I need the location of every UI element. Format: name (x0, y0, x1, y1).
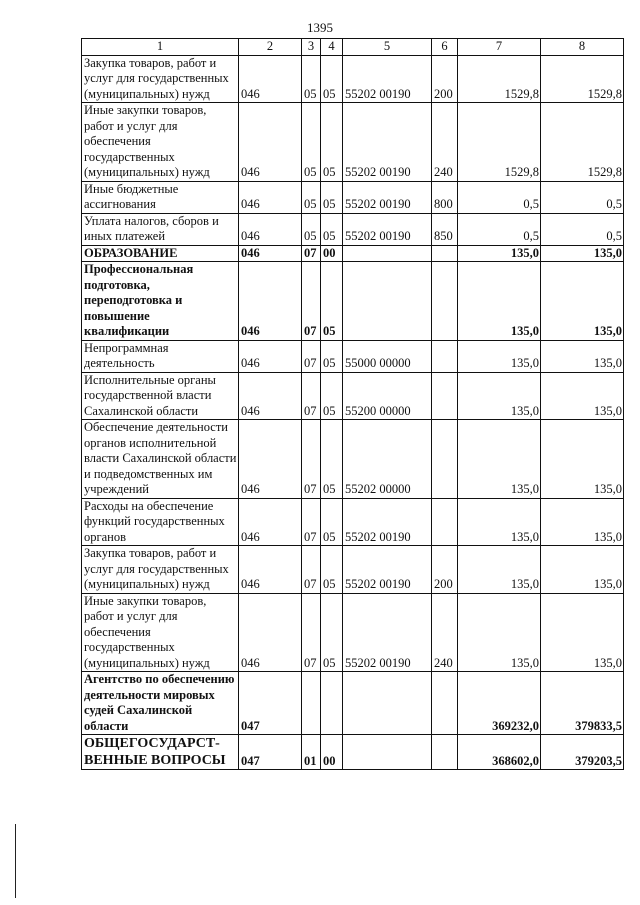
row-name-cell: Расходы на обеспечение функций государственных органов (82, 498, 239, 546)
margin-line (15, 824, 16, 898)
subsection-cell: 00 (321, 735, 343, 770)
amount-year2-cell: 0,5 (541, 181, 624, 213)
subsection-cell: 00 (321, 245, 343, 262)
header-cell-8: 8 (541, 39, 624, 56)
amount-year1-cell: 1529,8 (458, 103, 541, 182)
row-name-cell: Закупка товаров, работ и услуг для государственных (муниципальных) нужд (82, 55, 239, 103)
expense-type-cell (432, 340, 458, 372)
section-cell: 05 (302, 181, 321, 213)
expense-type-cell: 240 (432, 103, 458, 182)
expense-type-cell: 200 (432, 546, 458, 594)
row-name-cell: Агентство по обеспечению деятельности мировых судей Сахалинской области (82, 672, 239, 735)
subsection-cell: 05 (321, 55, 343, 103)
header-cell-2: 2 (239, 39, 302, 56)
row-name-cell: Иные закупки товаров, работ и услуг для обеспечения государственных (муниципальных) нужд (82, 103, 239, 182)
section-cell: 07 (302, 498, 321, 546)
chapter-code-cell: 046 (239, 103, 302, 182)
budget-table (81, 38, 624, 770)
target-article-cell (343, 672, 432, 735)
section-cell: 07 (302, 262, 321, 341)
chapter-code-cell: 046 (239, 262, 302, 341)
subsection-cell: 05 (321, 498, 343, 546)
subsection-cell: 05 (321, 372, 343, 420)
amount-year1-cell: 135,0 (458, 245, 541, 262)
section-cell (302, 672, 321, 735)
table-row (82, 372, 624, 420)
subsection-cell: 05 (321, 420, 343, 499)
chapter-code-cell: 046 (239, 181, 302, 213)
expense-type-cell (432, 372, 458, 420)
chapter-code-cell: 046 (239, 55, 302, 103)
row-name-cell: Непрограммная деятельность (82, 340, 239, 372)
amount-year1-cell: 135,0 (458, 372, 541, 420)
header-cell-5: 5 (343, 39, 432, 56)
table-row (82, 181, 624, 213)
subsection-cell: 05 (321, 340, 343, 372)
amount-year2-cell: 135,0 (541, 340, 624, 372)
target-article-cell: 55202 00190 (343, 213, 432, 245)
subsection-cell: 05 (321, 103, 343, 182)
row-name-cell: Уплата налогов, сборов и иных платежей (82, 213, 239, 245)
table-row (82, 735, 624, 770)
amount-year2-cell: 135,0 (541, 262, 624, 341)
amount-year1-cell: 369232,0 (458, 672, 541, 735)
table-row (82, 340, 624, 372)
header-cell-4: 4 (321, 39, 343, 56)
row-name-cell: ОБЩЕГОСУДАРСТ-ВЕННЫЕ ВОПРОСЫ (82, 735, 239, 770)
row-name-cell: Иные закупки товаров, работ и услуг для обеспечения государственных (муниципальных) нужд (82, 593, 239, 672)
section-cell: 07 (302, 593, 321, 672)
row-name-cell: Профессиональная подготовка, переподготовка и повышение квалификации (82, 262, 239, 341)
page-number: 1395 (307, 20, 333, 35)
subsection-cell: 05 (321, 593, 343, 672)
target-article-cell: 55202 00000 (343, 420, 432, 499)
table-body (82, 39, 624, 770)
amount-year2-cell: 135,0 (541, 372, 624, 420)
amount-year2-cell: 379833,5 (541, 672, 624, 735)
amount-year2-cell: 135,0 (541, 546, 624, 594)
table-row (82, 420, 624, 499)
amount-year1-cell: 135,0 (458, 498, 541, 546)
expense-type-cell (432, 262, 458, 341)
amount-year1-cell: 135,0 (458, 420, 541, 499)
target-article-cell: 55200 00000 (343, 372, 432, 420)
row-name-cell: Иные бюджетные ассигнования (82, 181, 239, 213)
chapter-code-cell: 047 (239, 735, 302, 770)
chapter-code-cell: 047 (239, 672, 302, 735)
section-cell: 07 (302, 340, 321, 372)
header-cell-3: 3 (302, 39, 321, 56)
header-cell-7: 7 (458, 39, 541, 56)
chapter-code-cell: 046 (239, 593, 302, 672)
chapter-code-cell: 046 (239, 546, 302, 594)
section-cell: 05 (302, 213, 321, 245)
expense-type-cell (432, 498, 458, 546)
chapter-code-cell: 046 (239, 420, 302, 499)
chapter-code-cell: 046 (239, 245, 302, 262)
table-row (82, 546, 624, 594)
expense-type-cell (432, 672, 458, 735)
expense-type-cell: 800 (432, 181, 458, 213)
subsection-cell (321, 672, 343, 735)
row-name-cell: Обеспечение деятельности органов исполнительной власти Сахалинской области и подведомственных им учреждений (82, 420, 239, 499)
table-row (82, 262, 624, 341)
header-cell-1: 1 (82, 39, 239, 56)
chapter-code-cell: 046 (239, 498, 302, 546)
amount-year1-cell: 135,0 (458, 546, 541, 594)
expense-type-cell (432, 735, 458, 770)
amount-year1-cell: 135,0 (458, 340, 541, 372)
target-article-cell: 55202 00190 (343, 55, 432, 103)
amount-year2-cell: 135,0 (541, 498, 624, 546)
target-article-cell: 55202 00190 (343, 103, 432, 182)
target-article-cell (343, 262, 432, 341)
target-article-cell: 55202 00190 (343, 546, 432, 594)
section-cell: 07 (302, 546, 321, 594)
amount-year2-cell: 135,0 (541, 420, 624, 499)
amount-year2-cell: 0,5 (541, 213, 624, 245)
amount-year1-cell: 0,5 (458, 181, 541, 213)
subsection-cell: 05 (321, 546, 343, 594)
amount-year2-cell: 135,0 (541, 593, 624, 672)
chapter-code-cell: 046 (239, 340, 302, 372)
section-cell: 07 (302, 420, 321, 499)
expense-type-cell (432, 245, 458, 262)
target-article-cell: 55202 00190 (343, 181, 432, 213)
table-row (82, 55, 624, 103)
target-article-cell: 55202 00190 (343, 593, 432, 672)
chapter-code-cell: 046 (239, 213, 302, 245)
amount-year2-cell: 1529,8 (541, 103, 624, 182)
table-row (82, 103, 624, 182)
amount-year1-cell: 135,0 (458, 262, 541, 341)
amount-year1-cell: 135,0 (458, 593, 541, 672)
target-article-cell (343, 735, 432, 770)
expense-type-cell: 200 (432, 55, 458, 103)
section-cell: 01 (302, 735, 321, 770)
section-cell: 05 (302, 103, 321, 182)
expense-type-cell: 240 (432, 593, 458, 672)
row-name-cell: Исполнительные органы государственной власти Сахалинской области (82, 372, 239, 420)
row-name-cell: ОБРАЗОВАНИЕ (82, 245, 239, 262)
target-article-cell: 55000 00000 (343, 340, 432, 372)
expense-type-cell: 850 (432, 213, 458, 245)
row-name-cell: Закупка товаров, работ и услуг для государственных (муниципальных) нужд (82, 546, 239, 594)
section-cell: 07 (302, 372, 321, 420)
amount-year2-cell: 135,0 (541, 245, 624, 262)
subsection-cell: 05 (321, 181, 343, 213)
amount-year1-cell: 0,5 (458, 213, 541, 245)
header-cell-6: 6 (432, 39, 458, 56)
table-row (82, 213, 624, 245)
table-header-row (82, 39, 624, 56)
subsection-cell: 05 (321, 213, 343, 245)
table-row (82, 593, 624, 672)
subsection-cell: 05 (321, 262, 343, 341)
chapter-code-cell: 046 (239, 372, 302, 420)
section-cell: 07 (302, 245, 321, 262)
table-row (82, 498, 624, 546)
amount-year2-cell: 1529,8 (541, 55, 624, 103)
target-article-cell: 55202 00190 (343, 498, 432, 546)
expense-type-cell (432, 420, 458, 499)
amount-year2-cell: 379203,5 (541, 735, 624, 770)
section-cell: 05 (302, 55, 321, 103)
table-row (82, 245, 624, 262)
target-article-cell (343, 245, 432, 262)
amount-year1-cell: 368602,0 (458, 735, 541, 770)
amount-year1-cell: 1529,8 (458, 55, 541, 103)
table-row (82, 672, 624, 735)
